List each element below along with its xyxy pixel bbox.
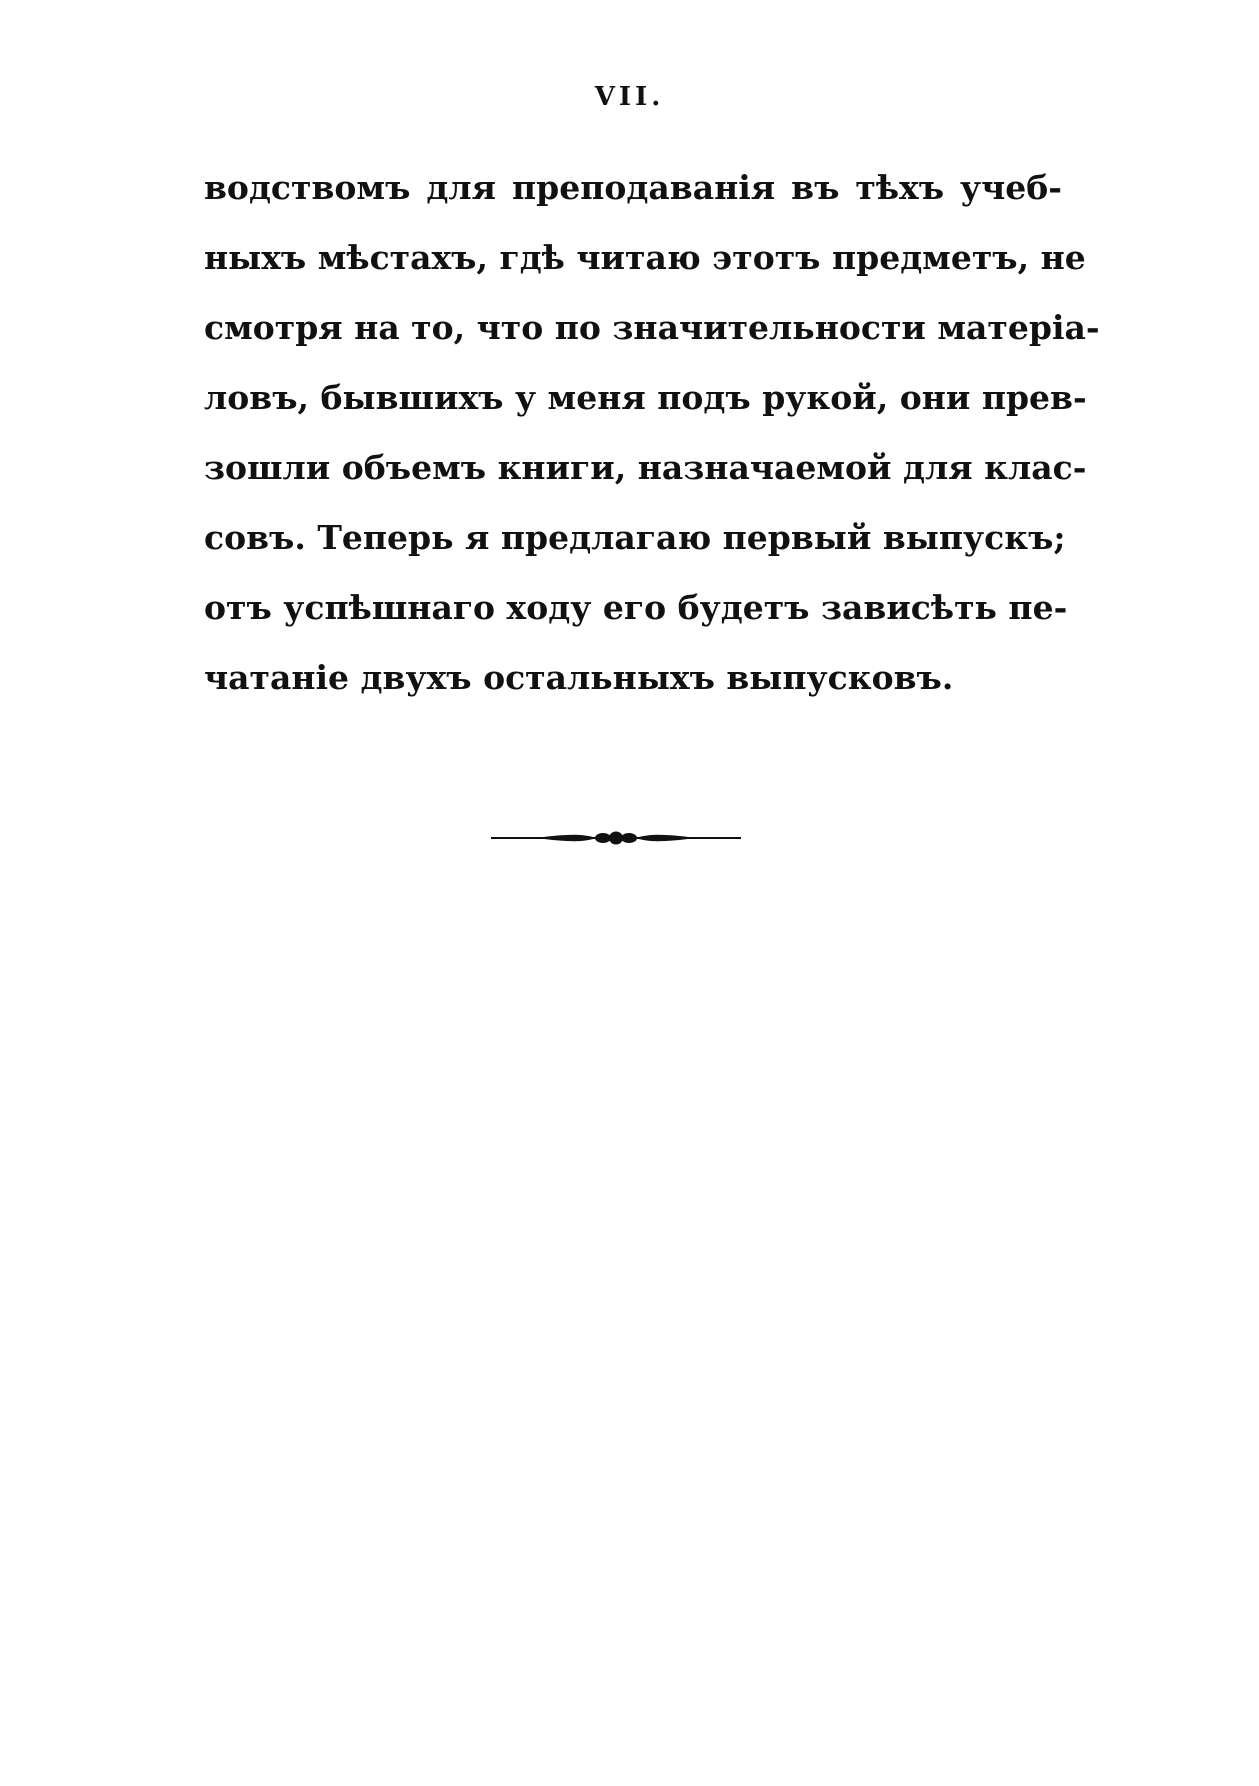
text-line: ныхъ мѣстахъ, гдѣ читаю этотъ предметъ, не [204, 238, 1086, 277]
text-line: ловъ, бывшихъ у меня подъ рукой, они прев- [204, 378, 1087, 417]
text-line: водствомъ для преподаванія въ тѣхъ учеб- [204, 168, 1062, 207]
text-line: чатаніе двухъ остальныхъ выпусковъ. [204, 658, 954, 697]
text-line: отъ успѣшнаго ходу его будетъ зависѣть пе- [204, 588, 1068, 627]
text-line: смотря на то, что по значительности матеріа- [204, 308, 1100, 347]
text-line: зошли объемъ книги, назначаемой для клас- [204, 448, 1087, 487]
page-number: VII. [594, 82, 665, 112]
end-of-text-ornament-icon [491, 826, 741, 850]
body-text [204, 160, 1100, 720]
text-line: совъ. Теперь я предлагаю первый выпускъ; [204, 518, 1066, 557]
